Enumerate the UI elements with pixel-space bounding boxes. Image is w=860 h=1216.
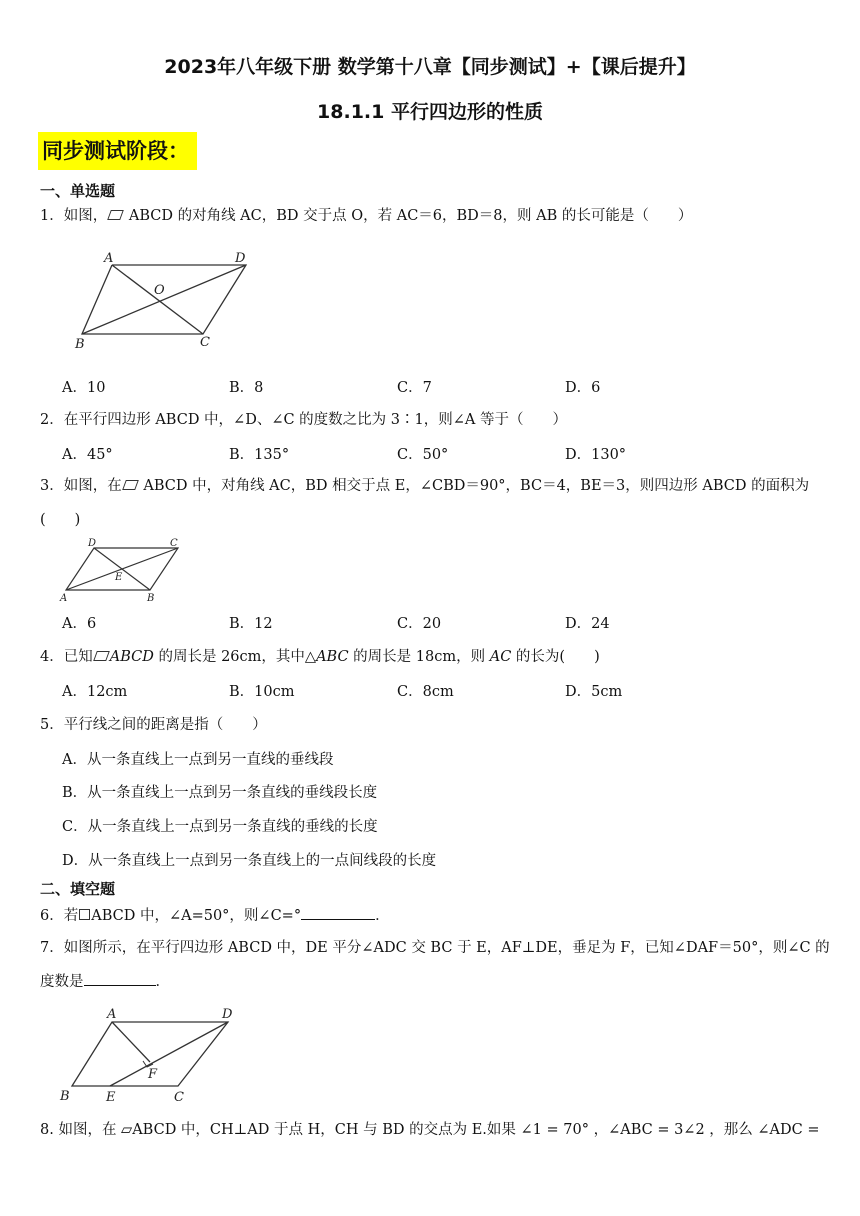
q1-option-a[interactable]: A．10 xyxy=(62,380,106,396)
fig1-label-c: C xyxy=(200,335,210,350)
fig3-label-d: D xyxy=(88,538,97,549)
q1-option-b[interactable]: B．8 xyxy=(229,380,264,396)
document-title: 2023年八年级下册 数学第十八章【同步测试】+【课后提升】 xyxy=(164,56,696,78)
q2-option-c[interactable]: C．50° xyxy=(397,447,449,463)
question-5: 5．平行线之间的距离是指（ ） xyxy=(40,717,267,733)
question-2: 2．在平行四边形 ABCD 中，∠D、∠C 的度数之比为 3∶1，则∠A 等于（ ） xyxy=(40,412,567,428)
question-3: 3．如图，在 ABCD 中，对角线 AC，BD 相交于点 E，∠CBD＝90°，BC＝4，BE＝3，则四边形 ABCD 的面积为( ) xyxy=(40,478,810,528)
parallelogram-symbol xyxy=(79,909,90,920)
question-7-figure xyxy=(52,1004,272,1104)
fig7-label-d: D xyxy=(222,1007,233,1022)
parallelogram-symbol xyxy=(122,480,139,490)
question-4: 4．已知 ABCD 的周长是 26cm，其中△ABC 的周长是 18cm，则 AC 的长为( ) xyxy=(40,649,600,665)
fig1-label-o: O xyxy=(154,283,165,298)
question-6: 6．若 ABCD 中，∠A=50°，则∠C=° ． xyxy=(40,905,830,927)
question-1: 1．如图， ABCD 的对角线 AC，BD 交于点 O，若 AC＝6，BD＝8，则 AB 的长可能是（ ） xyxy=(40,208,693,224)
q2-option-a[interactable]: A．45° xyxy=(62,447,113,463)
fig3-label-a: A xyxy=(60,593,68,604)
fig7-label-c: C xyxy=(174,1090,184,1104)
q4-option-d[interactable]: D．5cm xyxy=(565,684,623,700)
fig7-label-b: B xyxy=(60,1089,70,1104)
q5-option-c[interactable]: C．从一条直线上一点到另一条直线的垂线的长度 xyxy=(62,819,378,835)
stage-label: 同步测试阶段： xyxy=(38,132,197,170)
fig7-label-f: F xyxy=(148,1067,158,1082)
fig7-label-a: A xyxy=(107,1007,117,1022)
fig7-label-e: E xyxy=(106,1090,116,1104)
question-1-figure xyxy=(70,248,270,358)
q4-option-c[interactable]: C．8cm xyxy=(397,684,454,700)
q5-option-d[interactable]: D．从一条直线上一点到另一条直线上的一点间线段的长度 xyxy=(62,853,437,869)
q3-option-c[interactable]: C．20 xyxy=(397,616,442,632)
q4-option-b[interactable]: B．10cm xyxy=(229,684,295,700)
q5-option-a[interactable]: A．从一条直线上一点到另一直线的垂线段 xyxy=(62,752,334,768)
fig3-label-c: C xyxy=(170,538,178,549)
question-8: 8. 如图，在 ▱ABCD 中，CH⊥AD 于点 H，CH 与 BD 的交点为 E.如果 ∠1 = 70° ，∠ABC = 3∠2 ，那么 ∠ADC = xyxy=(40,1122,820,1138)
q5-option-b[interactable]: B．从一条直线上一点到另一条直线的垂线段长度 xyxy=(62,785,378,801)
q3-option-a[interactable]: A．6 xyxy=(62,616,97,632)
fig3-label-e: E xyxy=(115,572,123,583)
fig1-label-b: B xyxy=(75,337,85,352)
q3-option-b[interactable]: B．12 xyxy=(229,616,273,632)
q3-option-d[interactable]: D．24 xyxy=(565,616,610,632)
section-title: 18.1.1 平行四边形的性质 xyxy=(317,101,543,123)
answer-blank-6[interactable] xyxy=(301,905,375,920)
q2-option-d[interactable]: D．130° xyxy=(565,447,627,463)
fig1-label-d: D xyxy=(235,251,246,266)
parallelogram-symbol xyxy=(107,210,124,220)
q1-option-d[interactable]: D．6 xyxy=(565,380,601,396)
section-heading-single-choice: 一、单选题 xyxy=(40,182,116,200)
fig1-label-a: A xyxy=(104,251,114,266)
q4-option-a[interactable]: A．12cm xyxy=(62,684,128,700)
fig3-label-b: B xyxy=(147,593,155,604)
q1-option-c[interactable]: C．7 xyxy=(397,380,432,396)
question-3-figure xyxy=(58,536,198,604)
question-7: 7．如图所示，在平行四边形 ABCD 中，DE 平分∠ADC 交 BC 于 E，AF⊥DE，垂足为 F，已知∠DAF＝50°，则∠C 的度数是 ． xyxy=(40,940,830,990)
parallelogram-symbol xyxy=(93,651,110,661)
answer-blank-7[interactable] xyxy=(84,971,156,986)
section-heading-fill-in: 二、填空题 xyxy=(40,880,116,898)
q2-option-b[interactable]: B．135° xyxy=(229,447,290,463)
